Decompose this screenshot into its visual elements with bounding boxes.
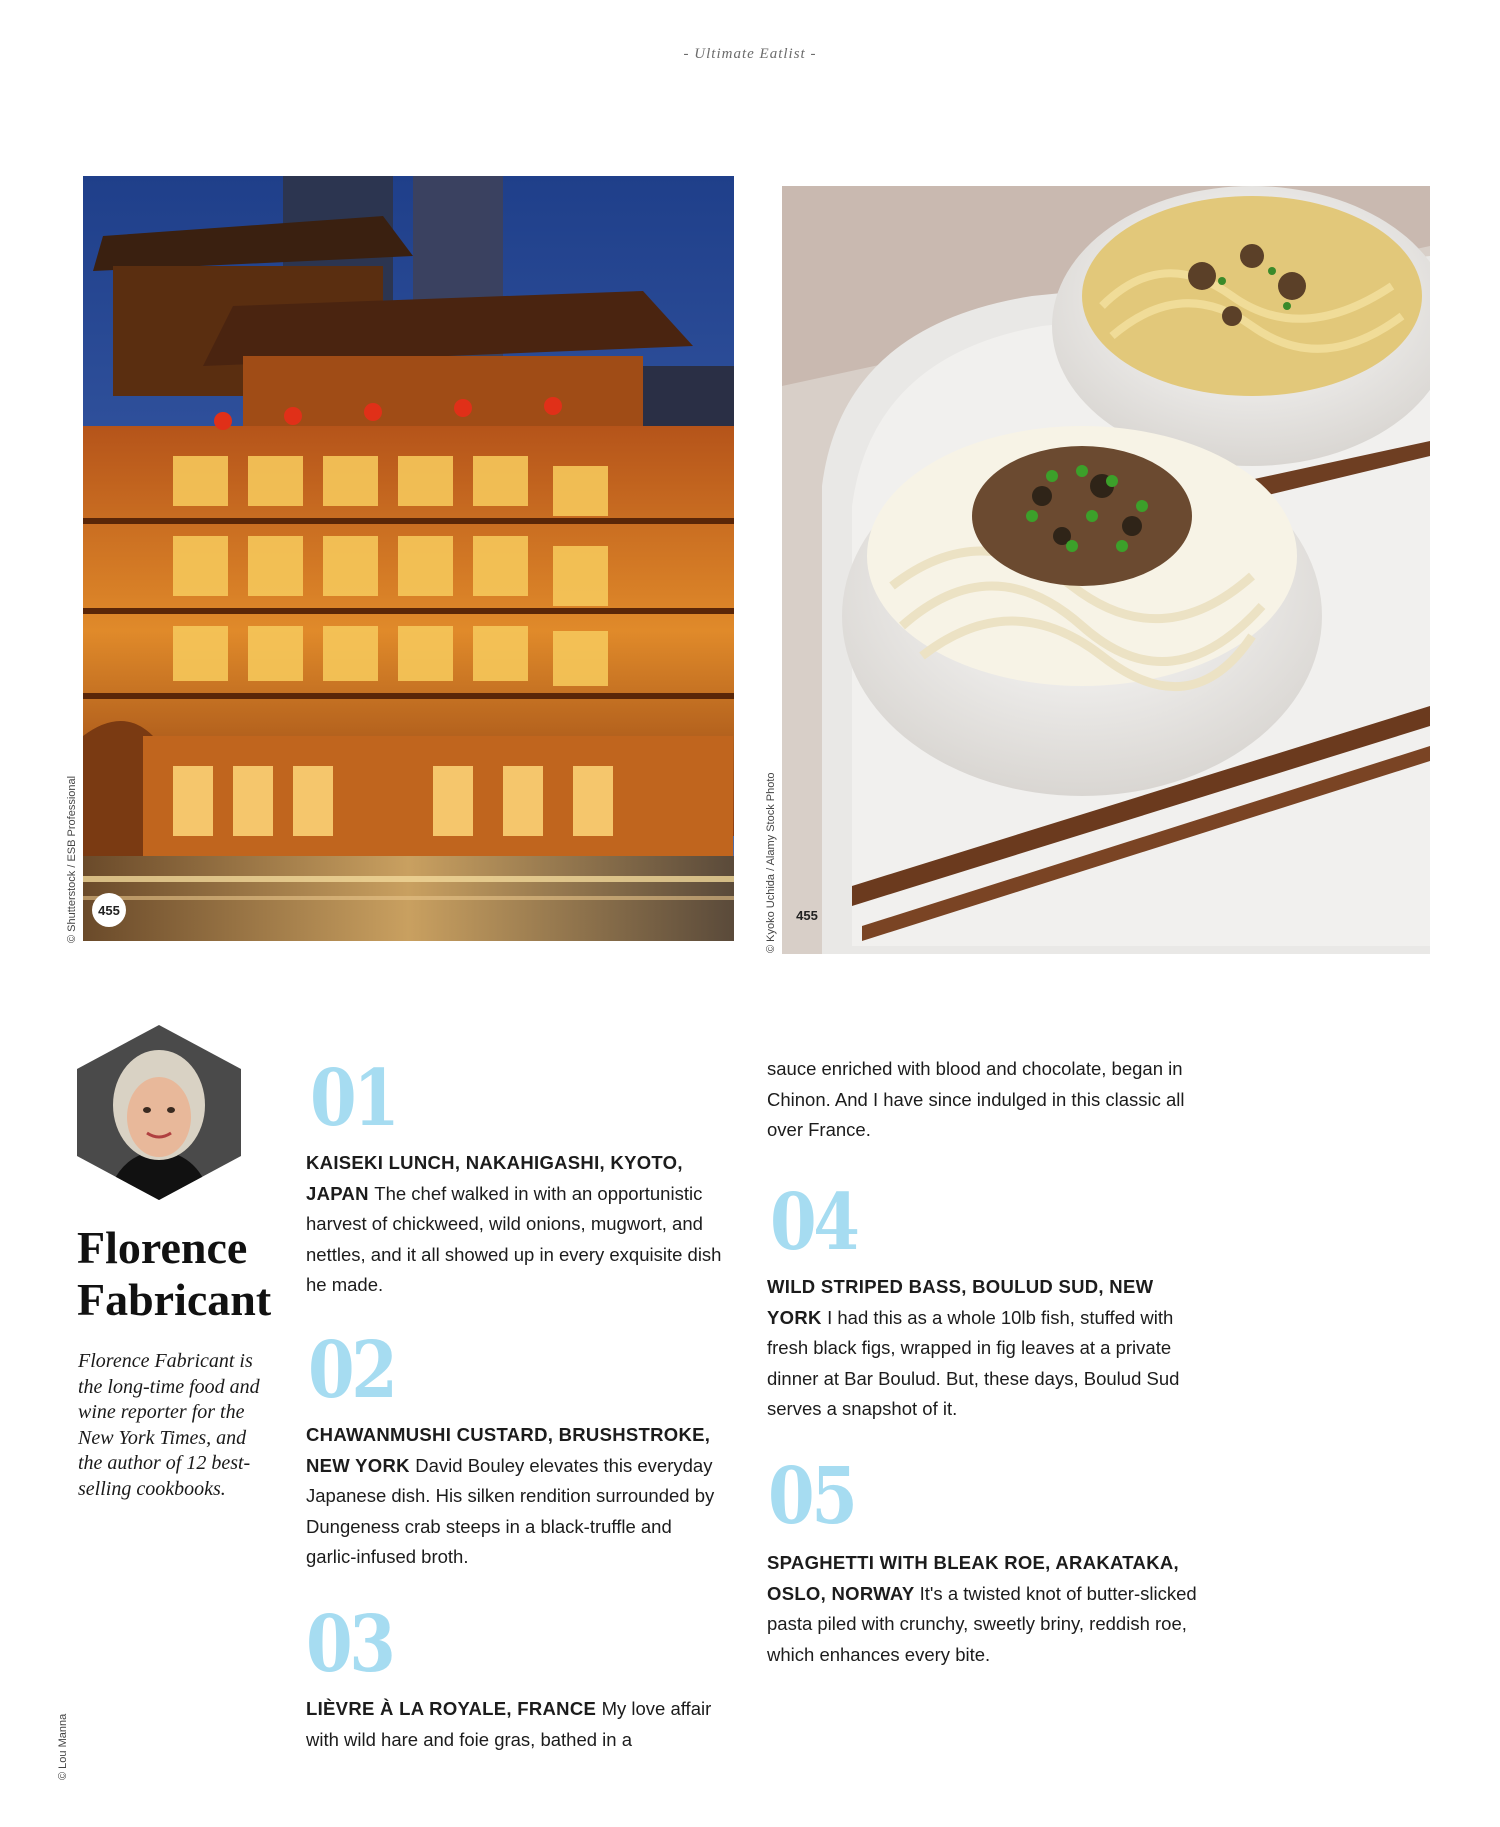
entry-number-05: 05 [768, 1451, 855, 1542]
entry-number-04: 04 [770, 1177, 857, 1268]
running-head: - Ultimate Eatlist - [683, 46, 817, 62]
page-badge-right: 455 [796, 907, 818, 923]
entry-body: sauce enriched with blood and chocolate, began in Chinon. And I have since indulged in this classic all over France. [767, 1058, 1185, 1140]
photo-credit-right: © Kyoko Uchida / Alamy Stock Photo [765, 772, 777, 953]
entry-body: My love affair with wild hare and foie gras, bathed in a [306, 1698, 712, 1750]
entry-number-01: 01 [310, 1053, 397, 1144]
author-name-line1: Florence [77, 1222, 248, 1273]
entry-heading: SPAGHETTI WITH BLEAK ROE, ARAKATAKA, OSLO, NORWAY [767, 1552, 1179, 1604]
entry-number-02: 02 [308, 1325, 395, 1416]
entry-body: I had this as a whole 10lb fish, stuffed with fresh black figs, wrapped in fig leaves at a private dinner at Bar Boulud. But, these days, Boulud Sud serves a snapshot of it. [767, 1306, 1180, 1419]
entry-03-continued [767, 1054, 1187, 1146]
photo-noodle-bowls [782, 186, 1430, 954]
hexagon-portrait [77, 1025, 241, 1200]
entry-heading: CHAWANMUSHI CUSTARD, BRUSHSTROKE, NEW YORK [306, 1424, 711, 1476]
entry-body: David Bouley elevates this everyday Japanese dish. His silken rendition surrounded by Dungeness crab steeps in a black-truffle and garlic-infused broth. [306, 1454, 715, 1567]
building-illustration [83, 176, 734, 941]
entry-04 [767, 1272, 1197, 1425]
entry-number-03: 03 [306, 1599, 393, 1690]
entry-heading: WILD STRIPED BASS, BOULUD SUD, NEW YORK [767, 1276, 1154, 1328]
author-portrait [77, 1025, 241, 1200]
author-name [77, 1222, 297, 1326]
author-name-line2: Fabricant [77, 1274, 272, 1325]
entry-body: The chef walked in with an opportunistic harvest of chickweed, wild onions, mugwort, and nettles, and it all showed up in every exquisite dish he made. [306, 1182, 722, 1295]
entry-03 [306, 1694, 726, 1755]
page-badge-left: 455 [92, 893, 126, 927]
photo-chongqing-building [83, 176, 734, 941]
author-bio: Florence Fabricant is the long-time food and wine reporter for the New York Times, and the author of 12 best-selling cookbooks. [78, 1350, 260, 1500]
entry-01 [306, 1148, 726, 1301]
entry-heading: KAISEKI LUNCH, NAKAHIGASHI, KYOTO, JAPAN [306, 1152, 683, 1204]
photo-credit-left: © Shutterstock / ESB Professional [66, 775, 78, 943]
noodles-illustration [782, 186, 1430, 954]
entry-body: It's a twisted knot of butter-slicked pasta piled with crunchy, sweetly briny, reddish roe, which enhances every bite. [767, 1582, 1197, 1665]
entry-05 [767, 1548, 1197, 1670]
entry-heading: LIÈVRE À LA ROYALE, FRANCE [306, 1698, 602, 1719]
entry-02 [306, 1420, 726, 1573]
portrait-credit: © Lou Manna [57, 1713, 69, 1780]
